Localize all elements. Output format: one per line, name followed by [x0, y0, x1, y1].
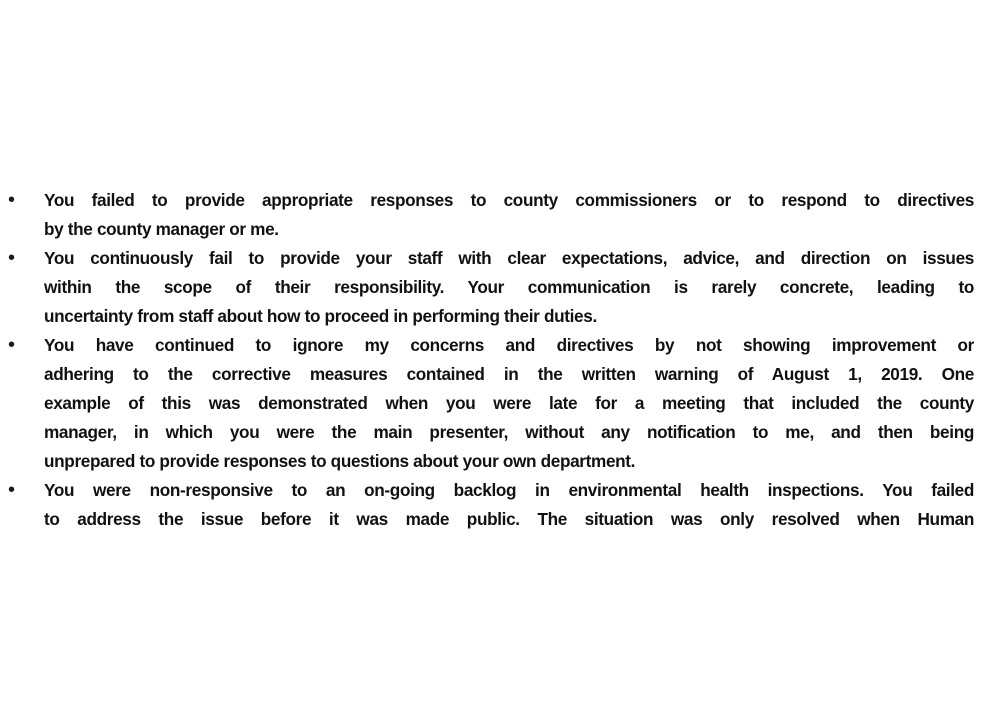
bullet-item [0, 476, 994, 534]
bullet-item [0, 244, 994, 331]
text-line: within the scope of their responsibility. Your communication is rarely concrete, leading to [44, 277, 974, 297]
bullet-item [0, 331, 994, 476]
text-line: You failed to provide appropriate responses to county commissioners or to respond to directives [44, 190, 974, 210]
bullet-list [0, 186, 994, 534]
bullet-item [0, 186, 994, 244]
bullet-marker: • [8, 479, 16, 501]
text-line: example of this was demonstrated when you were late for a meeting that included the county [44, 393, 974, 413]
bullet-marker: • [8, 334, 16, 356]
bullet-marker: • [8, 189, 16, 211]
text-line: You have continued to ignore my concerns and directives by not showing improvement or [44, 335, 974, 355]
text-line: to address the issue before it was made public. The situation was only resolved when Human [44, 509, 974, 529]
text-line: uncertainty from staff about how to proceed in performing their duties. [44, 306, 597, 326]
text-line: You continuously fail to provide your staff with clear expectations, advice, and direction on issues [44, 248, 974, 268]
bullet-marker: • [8, 247, 16, 269]
text-line: adhering to the corrective measures contained in the written warning of August 1, 2019. One [44, 364, 974, 384]
text-line: unprepared to provide responses to questions about your own department. [44, 451, 636, 471]
text-line: by the county manager or me. [44, 219, 279, 239]
text-line: You were non-responsive to an on-going backlog in environmental health inspections. You failed [44, 480, 974, 500]
text-line: manager, in which you were the main presenter, without any notification to me, and then being [44, 422, 974, 442]
